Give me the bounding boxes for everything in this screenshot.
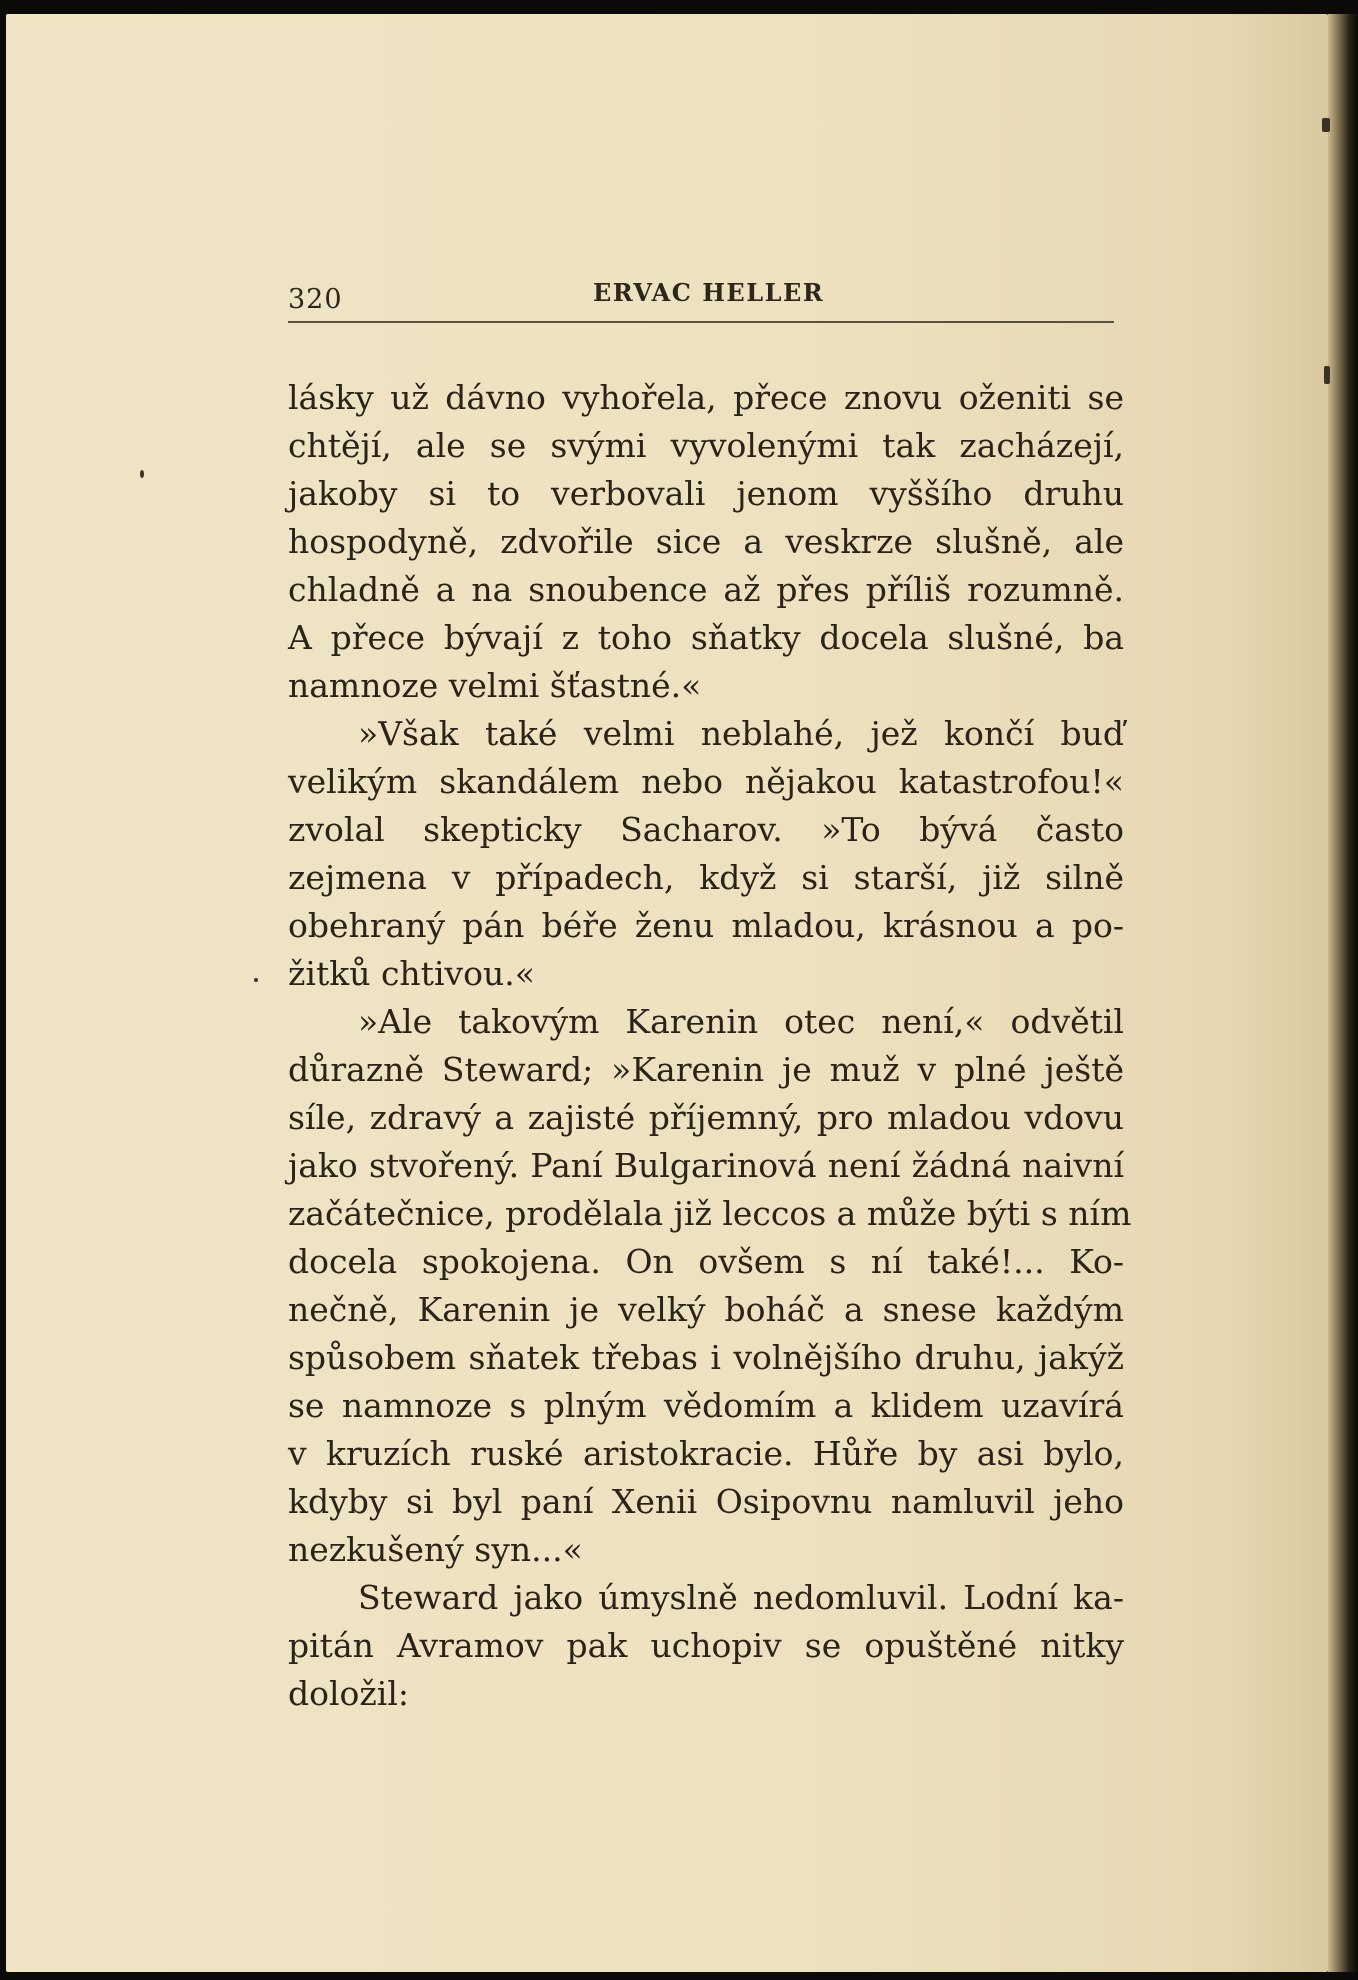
text-line: se namnoze s plným vědomím a klidem uzavírá [288,1386,1124,1425]
text-line: A přece bývají z toho sňatky docela slušné, ba [288,618,1124,657]
text-line: Steward jako úmyslně nedomluvil. Lodní ka- [358,1578,1124,1617]
paper-speck [254,978,258,982]
page-header [288,276,1114,322]
paper-speck [140,470,144,478]
text-line: začátečnice, prodělala již leccos a může býti s ním [288,1194,1132,1233]
text-line: zejmena v případech, když si starší, již silně [288,858,1124,897]
text-line: namnoze velmi šťastné.« [288,666,702,705]
text-line: docela spokojena. On ovšem s ní také!... Ko- [288,1242,1124,1281]
text-line: nečně, Karenin je velký boháč a snese každým [288,1290,1124,1329]
text-line: doložil: [288,1674,410,1713]
page-edge-shadow [1328,14,1358,1972]
text-line: »Ale takovým Karenin otec není,« odvětil [358,1002,1124,1041]
text-line: chladně a na snoubence až přes příliš rozumně. [288,570,1124,609]
text-line: velikým skandálem nebo nějakou katastrofou!« [288,762,1124,801]
text-line: kdyby si byl paní Xenii Osipovnu namluvil jeho [288,1482,1124,1521]
text-line: hospodyně, zdvořile sice a veskrze slušně, ale [288,522,1124,561]
text-line: »Však také velmi neblahé, jež končí buď [358,714,1124,753]
paper-speck [1322,118,1330,132]
paper-speck [1324,366,1330,384]
text-line: obehraný pán béře ženu mladou, krásnou a po- [288,906,1124,945]
text-line: důrazně Steward; »Karenin je muž v plné ještě [288,1050,1124,1089]
text-line: síle, zdravý a zajisté příjemný, pro mladou vdovu [288,1098,1124,1137]
text-line: spůsobem sňatek třebas i volnějšího druhu, jakýž [288,1338,1124,1377]
body-text [288,374,1132,1718]
text-line: jakoby si to verbovali jenom vyššího druhu [288,474,1124,513]
text-line: lásky už dávno vyhořela, přece znovu oženiti se [288,378,1124,417]
text-line: pitán Avramov pak uchopiv se opuštěné nitky [288,1626,1124,1665]
text-line: jako stvořený. Paní Bulgarinová není žádná naivní [288,1146,1124,1185]
text-line: zvolal skepticky Sacharov. »To bývá často [288,810,1124,849]
text-line: chtějí, ale se svými vyvolenými tak zacházejí, [288,426,1124,465]
text-line: nezkušený syn...« [288,1530,583,1569]
page-number: 320 [288,284,343,315]
text-line: v kruzích ruské aristokracie. Hůře by asi bylo, [288,1434,1124,1473]
header-rule [288,321,1114,323]
running-head: ERVAC HELLER [593,278,825,307]
text-line: žitků chtivou.« [288,954,535,993]
